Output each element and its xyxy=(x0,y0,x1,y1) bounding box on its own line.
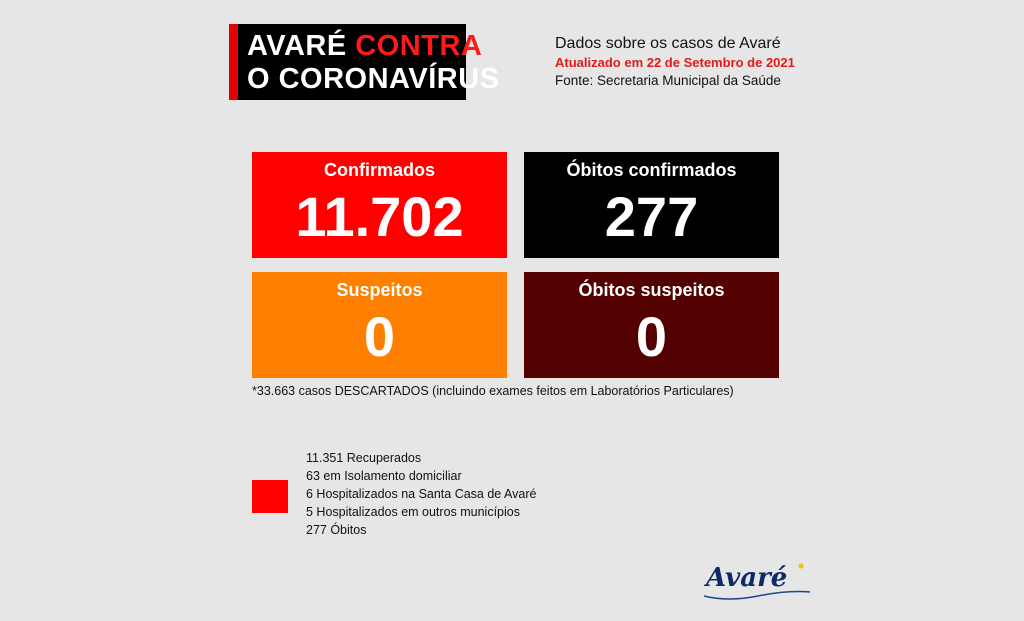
card-obitos-label: Óbitos confirmados xyxy=(566,160,737,180)
card-obitos-value: 277 xyxy=(604,185,699,248)
card-obitos-suspeitos xyxy=(524,272,779,378)
list-item: 5 Hospitalizados em outros municípios xyxy=(306,505,520,519)
banner-line-1 xyxy=(247,30,483,63)
list-item: 63 em Isolamento domiciliar xyxy=(306,469,462,483)
card-suspeitos-value: 0 xyxy=(363,305,396,368)
list-item: 6 Hospitalizados na Santa Casa de Avaré xyxy=(306,487,537,501)
card-suspeitos xyxy=(252,272,507,378)
list-item: 11.351 Recuperados xyxy=(306,451,422,465)
banner-word-avare: AVARÉ xyxy=(247,30,347,62)
card-obitos-suspeitos-value: 0 xyxy=(635,305,668,368)
logo-text: Avaré xyxy=(706,563,788,593)
card-confirmados-value: 11.702 xyxy=(295,185,464,248)
descartados-note: *33.663 casos DESCARTADOS (incluindo exames feitos em Laboratórios Particulares) xyxy=(252,384,734,398)
logo-dot-icon xyxy=(799,564,804,569)
legend-swatch xyxy=(252,480,288,513)
banner-word-contra: CONTRA xyxy=(355,30,483,62)
card-confirmados-label: Confirmados xyxy=(323,160,435,180)
card-obitos-confirmados xyxy=(524,152,779,258)
info-updated-date: Atualizado em 22 de Setembro de 2021 xyxy=(555,55,795,70)
card-obitos-suspeitos-label: Óbitos suspeitos xyxy=(578,280,725,300)
avare-logo xyxy=(698,556,816,606)
list-item: 277 Óbitos xyxy=(306,523,367,537)
info-source: Fonte: Secretaria Municipal da Saúde xyxy=(555,73,781,88)
breakdown-list xyxy=(306,449,536,539)
card-suspeitos-label: Suspeitos xyxy=(336,280,423,300)
title-banner xyxy=(229,24,500,100)
banner-line-2: O CORONAVÍRUS xyxy=(247,63,500,95)
info-block xyxy=(555,34,795,90)
info-title: Dados sobre os casos de Avaré xyxy=(555,35,781,52)
card-confirmados xyxy=(252,152,507,258)
